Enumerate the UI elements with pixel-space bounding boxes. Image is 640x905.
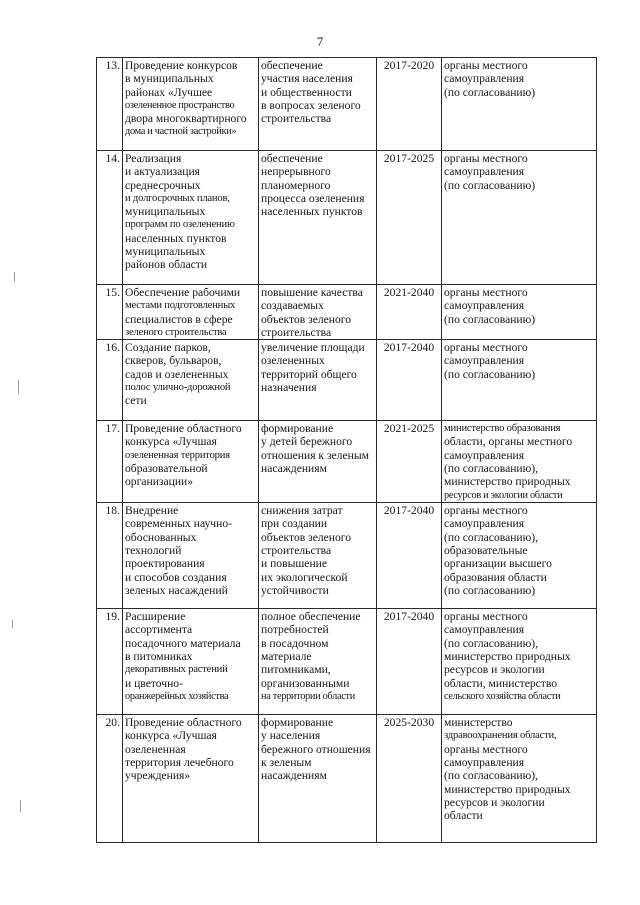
executors-cell-line: (по согласованию),: [444, 636, 539, 650]
event-cell-line: проектирования: [125, 557, 205, 571]
event-cell-line: сети: [125, 394, 147, 408]
executors-cell-line: самоуправления: [444, 165, 525, 179]
event-cell-line: конкурса «Лучшая: [125, 435, 217, 449]
event-cell-line: муниципальных: [125, 245, 206, 259]
goal-cell-line: у населения: [261, 729, 321, 743]
goal-cell-line: создаваемых: [261, 299, 324, 313]
event-cell-line: технологий: [125, 544, 182, 558]
goal-cell-line: процесса озеленения: [261, 191, 365, 205]
event-cell-line: и актуализация: [125, 165, 200, 179]
event-cell-line: образовательной: [125, 462, 208, 476]
executors-cell-line: министерство природных: [444, 475, 571, 489]
scan-margin-mark: [12, 620, 13, 628]
event-cell-line: местами подготовленных: [125, 300, 236, 312]
executors-cell-line: ресурсов и экологии: [444, 663, 545, 677]
executors-cell-line: (по согласованию),: [444, 769, 539, 783]
executors-cell-line: (по согласованию): [444, 178, 536, 192]
executors-cell-line: органы местного: [444, 504, 528, 518]
executors-cell-line: органы местного: [444, 59, 528, 72]
goal-cell-line: и общественности: [261, 85, 352, 99]
event-cell-line: и долгосрочных планов,: [125, 192, 230, 204]
executors-cell-line: образовательные: [444, 544, 528, 558]
event-cell-line: организации»: [125, 475, 194, 489]
goal-cell-line: строительства: [261, 325, 332, 339]
event-cell-line: в питомниках: [125, 650, 193, 664]
executors-cell-line: (по согласованию): [444, 367, 536, 381]
executors-cell-line: органы местного: [444, 742, 528, 756]
executors-cell-line: организации высшего: [444, 557, 552, 571]
goal-cell: [259, 58, 377, 151]
event-cell-line: Проведение областного: [125, 422, 242, 436]
goal-cell: [259, 609, 377, 715]
event-cell: [123, 715, 259, 843]
event-cell: [123, 285, 259, 340]
event-cell-line: Обеспечение рабочими: [125, 286, 241, 299]
goal-cell-line: организованными: [261, 676, 350, 690]
executors-cell-line: области, органы местного: [444, 435, 573, 449]
scan-margin-mark: [18, 380, 19, 394]
executors-cell: [442, 340, 597, 421]
goal-cell-line: в посадочном: [261, 636, 329, 650]
goal-cell: [259, 151, 377, 285]
executors-cell-line: органы местного: [444, 152, 528, 165]
event-cell-line: среднесрочных: [125, 178, 201, 192]
page-number: 7: [316, 34, 324, 49]
executors-cell-line: министерство природных: [444, 650, 571, 664]
event-cell-line: и цветочно-: [125, 676, 183, 690]
event-cell: [123, 340, 259, 421]
executors-cell-line: (по согласованию): [444, 85, 536, 99]
executors-cell-line: области, министерство: [444, 676, 558, 690]
event-cell-line: посадочного материала: [125, 636, 241, 650]
goal-cell-line: к зеленым: [261, 756, 312, 770]
executors-cell-line: самоуправления: [444, 354, 525, 368]
executors-cell: [442, 609, 597, 715]
executors-cell-line: области: [444, 809, 483, 823]
goal-cell-line: насаждениям: [261, 462, 327, 476]
event-cell-line: декоративных растений: [125, 664, 228, 676]
event-cell-line: скверов, бульваров,: [125, 354, 222, 368]
period-cell: 2017-2020: [377, 58, 442, 151]
row-number: 17.: [97, 421, 123, 503]
executors-cell-line: самоуправления: [444, 299, 525, 313]
period-cell: 2025-2030: [377, 715, 442, 843]
goal-cell-line: при создании: [261, 517, 328, 531]
goal-cell-line: и повышение: [261, 557, 327, 571]
table-row: [97, 340, 597, 421]
event-cell-line: программ по озеленению: [125, 219, 235, 231]
table-row: [97, 151, 597, 285]
event-cell-line: Внедрение: [125, 504, 179, 518]
event-cell-line: озелененное пространство: [125, 99, 235, 111]
goal-cell-line: увеличение площади: [261, 341, 365, 355]
period-cell: 2017-2040: [377, 340, 442, 421]
event-cell-line: садов и озелененных: [125, 367, 229, 381]
executors-cell-line: ресурсов и экологии: [444, 795, 545, 809]
goal-cell-line: обеспечение: [261, 152, 323, 165]
goal-cell-line: участия населения: [261, 72, 353, 86]
goal-cell-line: объектов зеленого: [261, 530, 352, 544]
event-cell-line: полос улично-дорожной: [125, 382, 231, 394]
event-cell-line: территория лечебного: [125, 756, 234, 770]
event-cell-line: Проведение областного: [125, 716, 242, 730]
executors-cell-line: самоуправления: [444, 756, 525, 770]
goal-cell-line: строительства: [261, 112, 332, 126]
action-plan-table: [96, 57, 597, 843]
goal-cell-line: населенных пунктов: [261, 205, 363, 219]
period-cell: 2021-2025: [377, 421, 442, 503]
event-cell-line: специалистов в сфере: [125, 312, 233, 326]
goal-cell-line: озелененных: [261, 354, 325, 368]
table-row: [97, 715, 597, 843]
row-number: 13.: [97, 58, 123, 151]
executors-cell-line: образования области: [444, 570, 547, 584]
goal-cell-line: их экологической: [261, 570, 348, 584]
event-cell-line: учреждения»: [125, 769, 191, 783]
event-cell-line: обоснованных: [125, 530, 197, 544]
goal-cell-line: повышение качества: [261, 286, 363, 299]
goal-cell-line: назначения: [261, 381, 317, 395]
goal-cell-line: непрерывного: [261, 165, 331, 179]
goal-cell-line: объектов зеленого: [261, 312, 352, 326]
executors-cell-line: органы местного: [444, 610, 528, 624]
goal-cell-line: потребностей: [261, 623, 329, 637]
executors-cell: [442, 58, 597, 151]
event-cell: [123, 421, 259, 503]
executors-cell: [442, 503, 597, 609]
executors-cell-line: органы местного: [444, 341, 528, 355]
executors-cell-line: самоуправления: [444, 517, 525, 531]
period-cell: 2017-2040: [377, 503, 442, 609]
executors-cell-line: здравоохранения области,: [444, 730, 557, 742]
goal-cell-line: снижения затрат: [261, 504, 343, 518]
table-row: [97, 503, 597, 609]
executors-cell: [442, 421, 597, 503]
table-row: [97, 58, 597, 151]
event-cell-line: озелененная территория: [125, 449, 230, 461]
event-cell-line: дома и частной застройки»: [125, 126, 237, 138]
event-cell-line: зеленого строительства: [125, 326, 227, 338]
goal-cell-line: бережного отношения: [261, 742, 371, 756]
event-cell-line: районах «Лучшее: [125, 85, 213, 99]
goal-cell: [259, 503, 377, 609]
period-cell: 2021-2040: [377, 285, 442, 340]
event-cell: [123, 609, 259, 715]
scan-margin-mark: [14, 272, 15, 282]
event-cell-line: оранжерейных хозяйства: [125, 690, 229, 702]
table-row: [97, 285, 597, 340]
goal-cell: [259, 340, 377, 421]
row-number: 19.: [97, 609, 123, 715]
event-cell-line: двора многоквартирного: [125, 112, 247, 126]
event-cell-line: в муниципальных: [125, 72, 214, 86]
goal-cell-line: формирование: [261, 422, 334, 436]
scan-margin-mark: [20, 800, 21, 812]
goal-cell-line: питомниками,: [261, 663, 331, 677]
event-cell: [123, 151, 259, 285]
row-number: 18.: [97, 503, 123, 609]
goal-cell-line: на территории области: [261, 690, 355, 702]
event-cell-line: современных научно-: [125, 517, 232, 531]
row-number: 14.: [97, 151, 123, 285]
executors-cell-line: министерство образования: [444, 423, 561, 435]
event-cell-line: населенных пунктов: [125, 231, 227, 245]
executors-cell-line: самоуправления: [444, 72, 525, 86]
event-cell-line: зеленых насаждений: [125, 583, 228, 597]
event-cell-line: Проведение конкурсов: [125, 59, 238, 72]
row-number: 15.: [97, 285, 123, 340]
goal-cell-line: строительства: [261, 544, 332, 558]
event-cell-line: муниципальных: [125, 205, 206, 219]
goal-cell-line: полное обеспечение: [261, 610, 361, 624]
table-row: [97, 609, 597, 715]
executors-cell-line: (по согласованию),: [444, 462, 539, 476]
executors-cell-line: министерство: [444, 716, 513, 730]
goal-cell-line: отношения к зеленым: [261, 448, 369, 462]
goal-cell-line: устойчивости: [261, 583, 329, 597]
executors-cell-line: сельского хозяйства области: [444, 690, 561, 702]
event-cell-line: Расширение: [125, 610, 186, 624]
goal-cell: [259, 421, 377, 503]
event-cell: [123, 58, 259, 151]
event-cell: [123, 503, 259, 609]
event-cell-line: конкурса «Лучшая: [125, 729, 217, 743]
goal-cell-line: территорий общего: [261, 367, 357, 381]
executors-cell: [442, 715, 597, 843]
goal-cell: [259, 285, 377, 340]
row-number: 16.: [97, 340, 123, 421]
goal-cell-line: материале: [261, 650, 312, 664]
goal-cell-line: обеспечение: [261, 59, 323, 72]
event-cell-line: и способов создания: [125, 570, 227, 584]
event-cell-line: районов области: [125, 258, 208, 272]
table-row: [97, 421, 597, 503]
goal-cell-line: насаждениям: [261, 769, 327, 783]
goal-cell-line: планомерного: [261, 178, 331, 192]
event-cell-line: Реализация: [125, 152, 182, 165]
event-cell-line: ассортимента: [125, 623, 193, 637]
executors-cell: [442, 285, 597, 340]
executors-cell-line: министерство природных: [444, 782, 571, 796]
goal-cell-line: в вопросах зеленого: [261, 98, 361, 112]
goal-cell-line: у детей бережного: [261, 435, 353, 449]
goal-cell: [259, 715, 377, 843]
executors-cell-line: ресурсов и экологии области: [444, 489, 563, 501]
period-cell: 2017-2040: [377, 609, 442, 715]
executors-cell-line: (по согласованию): [444, 583, 536, 597]
period-cell: 2017-2025: [377, 151, 442, 285]
goal-cell-line: формирование: [261, 716, 334, 730]
executors-cell: [442, 151, 597, 285]
row-number: 20.: [97, 715, 123, 843]
event-cell-line: Создание парков,: [125, 341, 211, 355]
executors-cell-line: самоуправления: [444, 448, 525, 462]
event-cell-line: озелененная: [125, 742, 186, 756]
executors-cell-line: (по согласованию),: [444, 530, 539, 544]
executors-cell-line: (по согласованию): [444, 312, 536, 326]
executors-cell-line: самоуправления: [444, 623, 525, 637]
executors-cell-line: органы местного: [444, 286, 528, 299]
